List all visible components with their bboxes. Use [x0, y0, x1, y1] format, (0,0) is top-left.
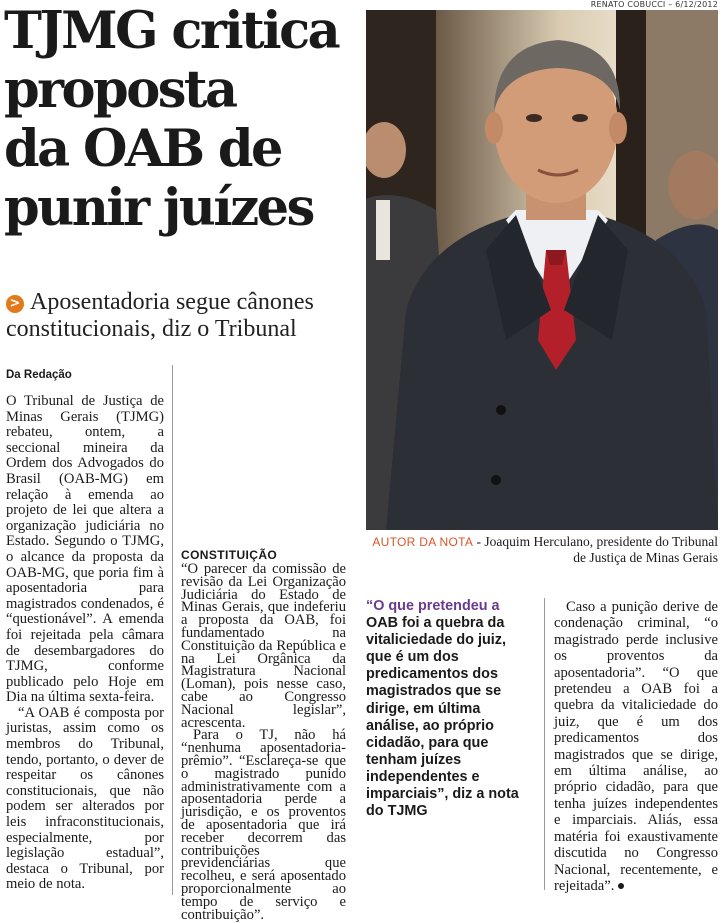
chevron-right-icon: > — [6, 295, 24, 313]
caption-text: - Joaquim Herculano, presidente do Tribunal de Justiça de Minas Gerais — [473, 534, 718, 565]
portrait-illustration — [366, 10, 718, 530]
column-divider — [172, 365, 173, 895]
pull-quote — [366, 598, 534, 820]
pull-quote-text: OAB foi a quebra da vitaliciedade do juiz, que é um dos predicamentos dos magistrados que se dirige, em última análise, ao próprio cidadão, para que tenham juízes independentes e imparciais”, diz a nota do TJMG — [366, 615, 519, 820]
photo-caption — [366, 534, 718, 566]
paragraph: O Tribunal de Justiça de Minas Gerais (TJMG) rebateu, ontem, a seccional mineira da Ordem dos Advogados do Brasil (OAB-MG) em relação à emenda ao projeto de lei que altera a organização judiciária no Estado. Segundo o TJMG, o alcance da proposta da OAB-MG, que poria fim à aposentadoria para magistrados condenados, é “questionável”. A emenda foi rejeitada pela câmara de desembargadores do TJMG, conforme publicado pelo Hoje em Dia na última sexta-feira. — [6, 393, 164, 706]
subtitle — [6, 289, 362, 343]
headline — [4, 2, 366, 238]
article-column-4 — [554, 599, 718, 894]
article-column-2 — [181, 548, 346, 921]
headline-line: da OAB de — [4, 119, 281, 179]
subtitle-text: Aposentadoria segue cânones constitucionais, diz o Tribunal — [6, 289, 314, 342]
paragraph-text: Caso a punição derive de condenação criminal, “o magistrado perde inclusive os proventos da aposentadoria”. “O que pretendeu a OAB foi a quebra da vitaliciedade do juiz, que é um dos predicamentos dos magistrados que se dirige, em última análise, ao próprio cidadão, para que tenha juízes independentes e imparciais. Aliás, essa matéria foi exaustivamente discutida no Congresso Nacional, recentemente, e rejeitada”. — [554, 599, 718, 894]
photo-credit: RENATO COBUCCI – 6/12/2012 — [590, 0, 718, 9]
paragraph: “O parecer da comissão de revisão da Lei Organização Judiciária do Estado de Minas Gerais, que indeferiu a proposta da OAB, foi fundamentado na Constituição da República e na Lei Orgânica da Magistratura Nacional (Loman), pois nesse caso, cabe ao Congresso Nacional legislar”, acrescenta. — [181, 561, 346, 731]
pull-quote-open: “O que pretendeu a — [366, 598, 500, 614]
caption-tag: AUTOR DA NOTA — [372, 535, 474, 549]
headline-line: punir juízes — [4, 178, 313, 238]
column-divider — [544, 598, 545, 890]
byline: Da Redação — [6, 369, 72, 381]
section-subhead: CONSTITUIÇÃO — [181, 548, 278, 562]
end-of-article-icon — [618, 883, 624, 889]
headline-line: proposta — [4, 60, 236, 120]
paragraph — [554, 599, 718, 894]
paragraph: Para o TJ, não há “nenhuma aposentadoria-prêmio”. “Esclareça-se que o magistrado punido administrativamente com a aposentadoria perde a jurisdição, e os proventos de aposentadoria que irá receber decorrem das contribuições previdenciárias que recolheu, e será aposentado proporcionalmente ao tempo de serviço e contribuição”. — [181, 727, 346, 923]
article-column-1 — [6, 368, 164, 893]
article-photo — [366, 10, 718, 530]
paragraph: “A OAB é composta por juristas, assim como os membros do Tribunal, tendo, portanto, o dever de respeitar os cânones constitucionais, que não podem ser alterados por leis infraconstitucionais, especialmente, por legislação estadual”, destaca o Tribunal, por meio de nota. — [6, 704, 164, 893]
headline-line: TJMG critica — [4, 1, 339, 61]
